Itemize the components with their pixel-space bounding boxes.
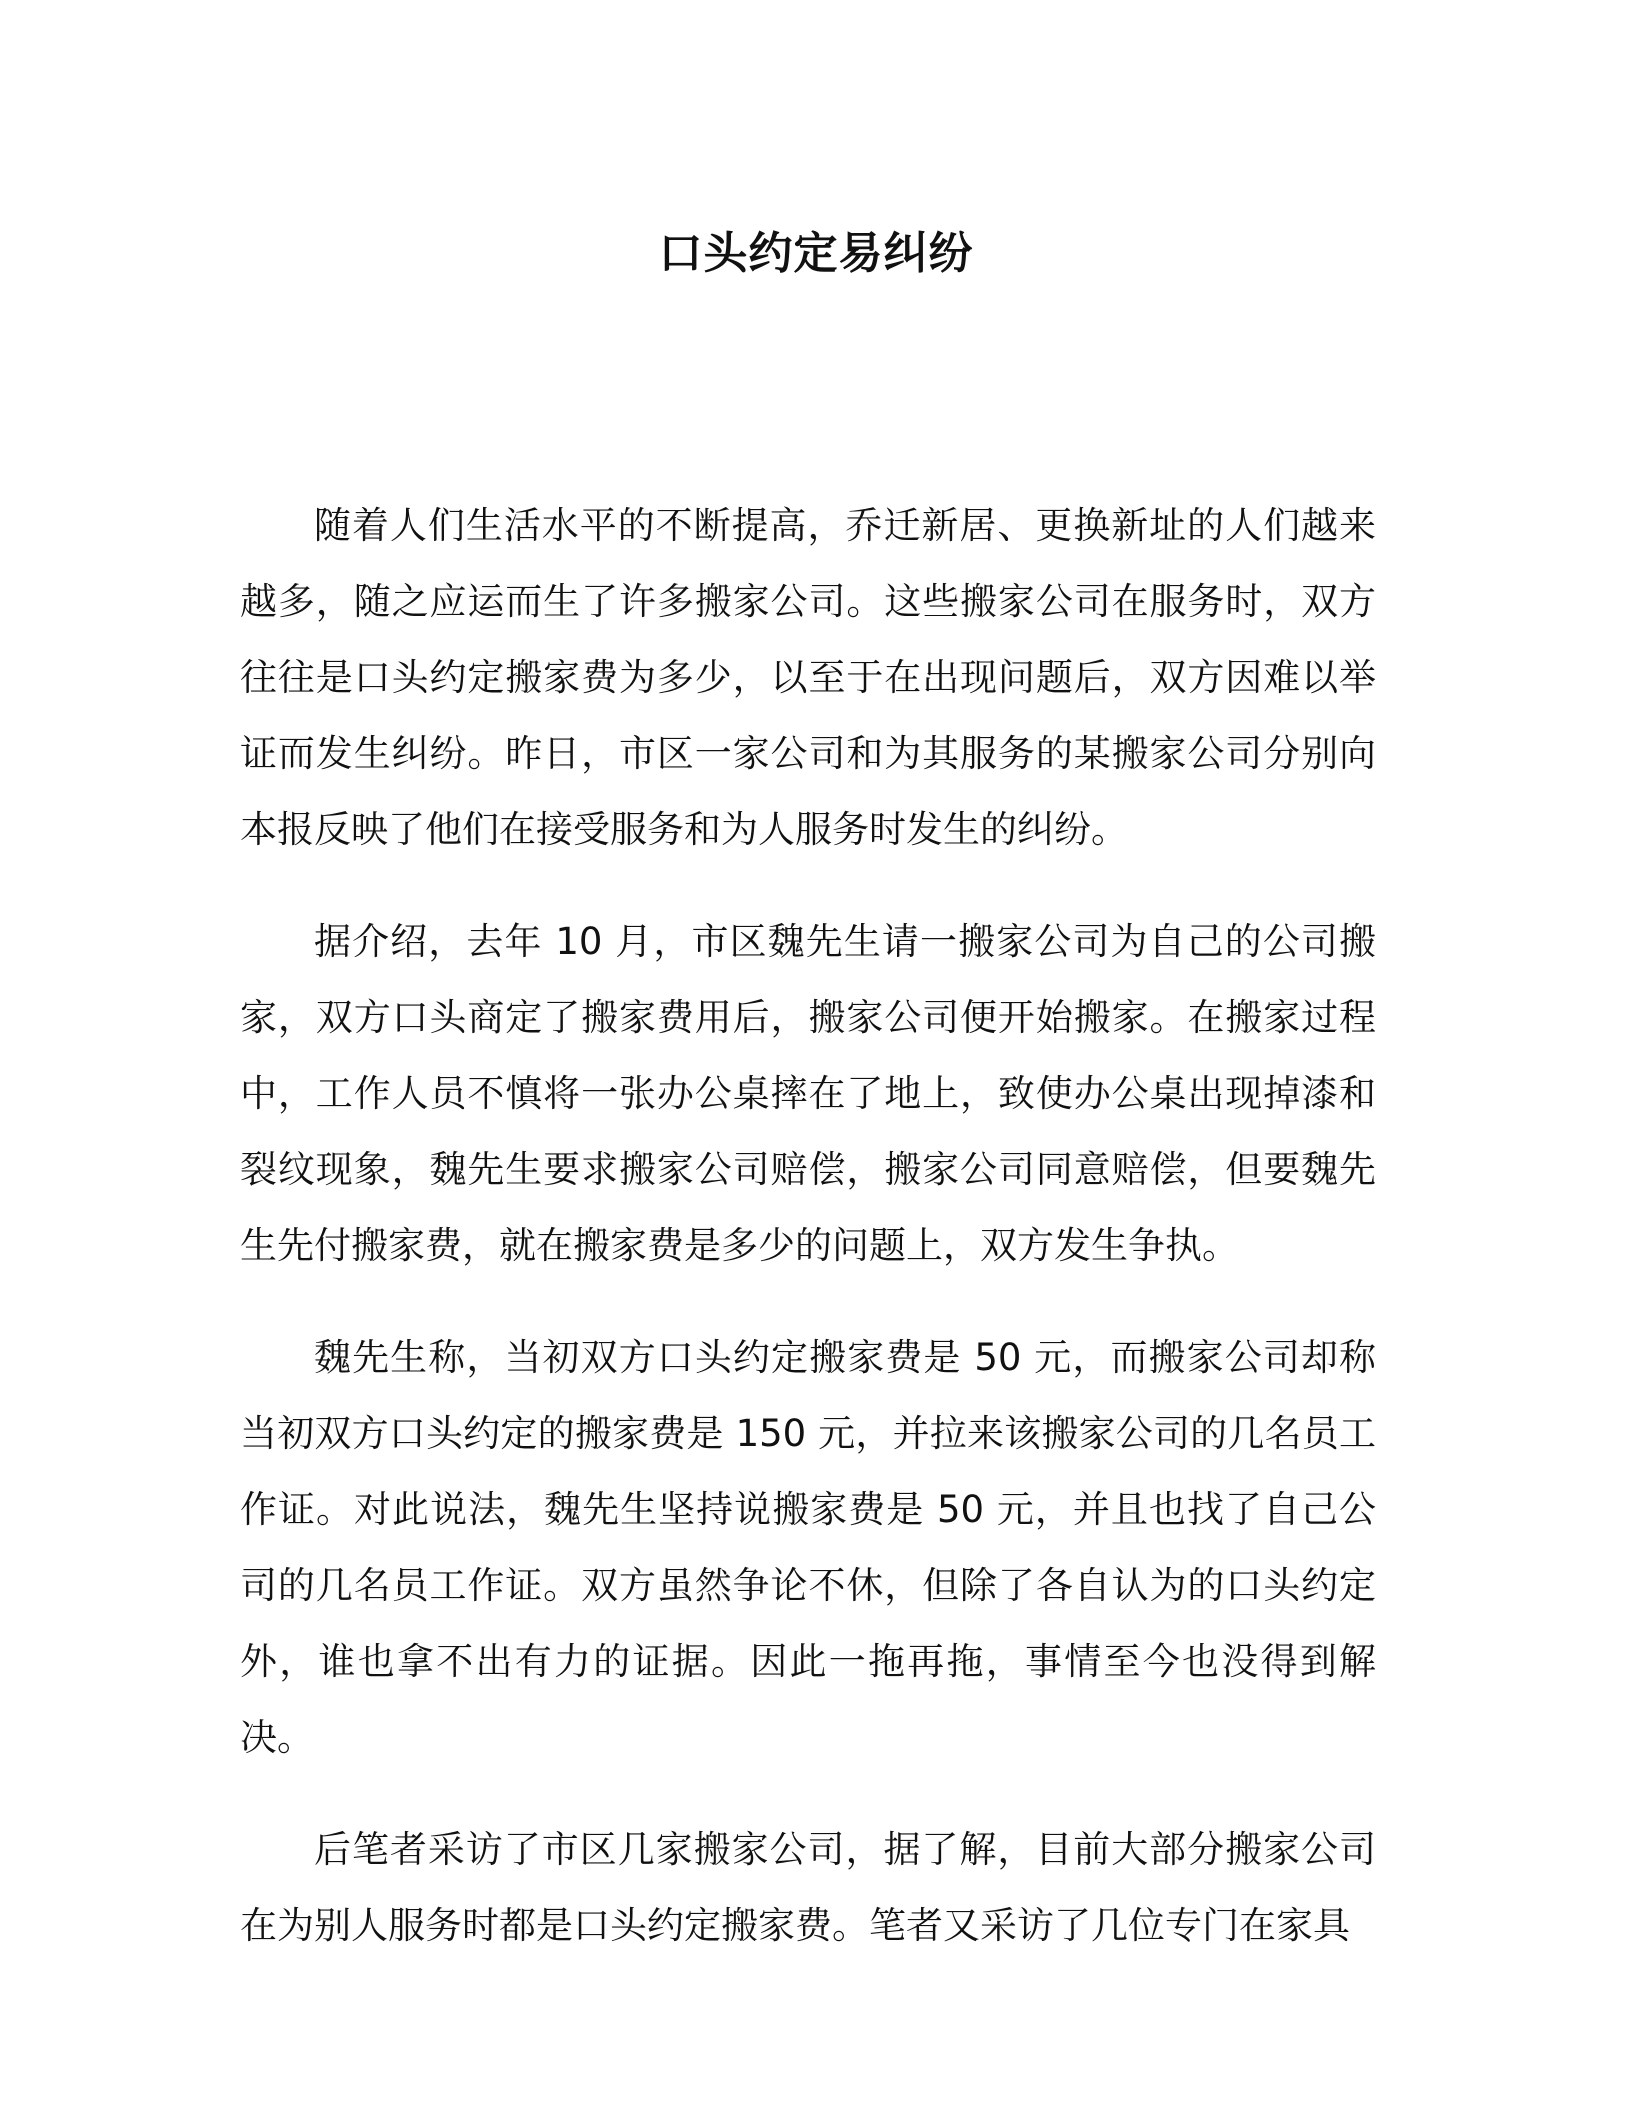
paragraph-1: 随着人们生活水平的不断提高，乔迁新居、更换新址的人们越来越多，随之应运而生了许多搬家公司。这些搬家公司在服务时，双方往往是口头约定搬家费为多少，以至于在出现问题后，双方因难以举证而发生纠纷。昨日，市区一家公司和为其服务的某搬家公司分别向本报反映了他们在接受服务和为人服务时发生的纠纷。 [240,504,1376,851]
document-body [240,488,1376,2000]
paragraph-3: 魏先生称，当初双方口头约定搬家费是 50 元，而搬家公司却称当初双方口头约定的搬家费是 150 元，并拉来该搬家公司的几名员工作证。对此说法，魏先生坚持说搬家费是 50 元，并且也找了自己公司的几名员工作证。双方虽然争论不休，但除了各自认为的口头约定外，谁也拿不出有力的证据。因此一拖再拖，事情至今也没得到解决。 [240,1336,1376,1759]
paragraph-4: 后笔者采访了市区几家搬家公司，据了解，目前大部分搬家公司在为别人服务时都是口头约定搬家费。笔者又采访了几位专门在家具 [240,1828,1376,1947]
paragraph-2: 据介绍，去年 10 月，市区魏先生请一搬家公司为自己的公司搬家，双方口头商定了搬家费用后，搬家公司便开始搬家。在搬家过程中，工作人员不慎将一张办公桌摔在了地上，致使办公桌出现掉漆和裂纹现象，魏先生要求搬家公司赔偿，搬家公司同意赔偿，但要魏先生先付搬家费，就在搬家费是多少的问题上，双方发生争执。 [240,920,1376,1267]
document-title: 口头约定易纠纷 [658,228,974,279]
